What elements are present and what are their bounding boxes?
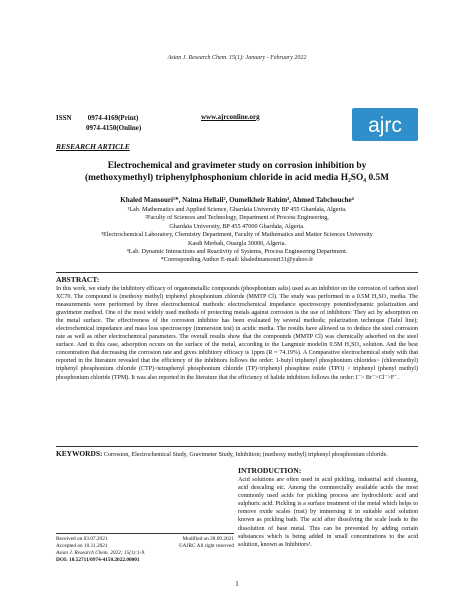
introduction-heading: INTRODUCTION:: [238, 466, 302, 475]
keywords: [56, 450, 418, 459]
journal-reference: Asian J. Research Chem. 2022; 15(1):1-9.: [56, 550, 146, 556]
affiliation-2a: ²Faculty of Sciences and Technology, Department of Process Engineering,: [145, 214, 329, 222]
title-line-2: (methoxymethyl) triphenylphosphonium chloride in acid media H₂SO₄ 0.5M: [84, 173, 390, 183]
rights-notice: ©AJRC All right reserved: [178, 543, 234, 549]
issn-label: ISSN: [56, 114, 72, 122]
journal-logo: [352, 108, 418, 141]
article-type: RESEARCH ARTICLE: [56, 142, 130, 151]
logo-text: ajrc: [368, 113, 402, 137]
affiliation-2b: Ghardaïa University, BP 455 47000 Ghardaïa, Algeria.: [169, 222, 305, 230]
ajrc-logo-icon: [356, 112, 414, 138]
affiliations: [56, 206, 418, 265]
issn-print: 0974-4169(Print): [87, 114, 139, 122]
issn-block: [56, 113, 141, 133]
page-number: 1: [235, 580, 239, 588]
issn-online: 0974-4150(Online): [86, 124, 142, 132]
received-date: Received on 03.07.2021: [56, 536, 108, 542]
title-line-1: Electrochemical and gravimeter study on corrosion inhibition by: [107, 161, 367, 171]
keywords-top-rule: [56, 446, 418, 447]
corresponding-author: *Corresponding Author E-mail: khaledmansouri31@yahoo.fr: [160, 256, 314, 264]
affiliation-3a: ³Electrochemical Laboratory, Chemistry Department, Faculty of Mathematics and Matter Sciences University: [101, 231, 373, 239]
journal-website-link[interactable]: www.ajrconline.org: [201, 113, 260, 121]
affiliation-1: ¹Lab. Mathematics and Applied Science, Ghardaïa University BP 455 Ghardaïa, Algeria.: [127, 206, 347, 213]
footer-meta-rule: [56, 533, 234, 534]
abstract-top-rule: [56, 272, 418, 273]
article-title: [56, 160, 418, 184]
modified-date: Modified on 28.09.2021: [182, 536, 234, 542]
abstract-heading: ABSTRACT:: [56, 275, 100, 284]
doi: DOI: 10.52711/0974-4150.2022.00001: [56, 557, 140, 563]
keywords-label: KEYWORDS:: [56, 449, 103, 458]
affiliation-4: ⁴Lab. Dynamic Interactions and Reactivity of Systems, Process Engineering Department.: [126, 248, 348, 256]
journal-header: Asian J. Research Chem. 15(1): January - February 2022: [167, 55, 307, 61]
affiliation-3b: Kasdi Merbah, Ouargla 30000, Algeria.: [187, 239, 286, 247]
author-list: Khaled Mansouri¹*, Naima Hellali², Oumelkheir Rahim³, Ahmed Tabchouche⁴: [120, 196, 354, 204]
accepted-date: Accepted on 10.11.2021: [56, 543, 108, 549]
introduction-text: Acid solutions are often used in acid pickling, industrial acid cleaning, acid descaling etc. Among the commercially available acids the most commonly used acids for pickling process are hydrochloric acid and sulphuric acid. Pickling is a surface treatment of the metal which helps to remove oxide scales (rust) by immersing it in suitable acid solution known as pickling bath. The acid after dissolving the scale leads to the dissolution of base metal. This can be prevented by adding certain substances which is being added in small concentrations to the acid solution, known as Inhibitors¹.: [238, 477, 418, 548]
publication-dates: [56, 536, 234, 564]
keywords-text: Corrosion, Electrochemical Study, Gravimeter Study, Inhibition; (methoxy methyl) triphenyl phosphonium chloride.: [102, 452, 388, 458]
abstract-text: In this work, we study the inhibitory efficacy of organometallic compounds (phosphonium salts) used as an inhibitor on the corrosion of carbon steel XC70. The compound is (methoxy methyl) triphenyl phosphonium chloride (MMTP Cl). The study was performed in a 0.5M H₂SO₄ media. The measurements were performed by three electrochemical methods: electrochemical impedance spectroscopy potentiodynamic polarization and gravimeter method. One of the most widely used methods of protecting metals against corrosion is the use of inhibitors: They act by adsorption on the metal surface. The effectiveness of the corrosion inhibitor has been evaluated by several methods; polarization technique (Tafel line); electrochemical impedance and mass loss spectroscopy (immersion test) in acidic media. The results have allowed us to deduce the steel corrosion rate as well as other electrochemical parameters. The overall results show that the compounds (MMTP Cl) was chemically adsorbed on the steel surface. And in this case, adsorption occurs on the surface of the metal, according to the Langmuir modelin 0.5M H₂SO₄ solution. And the best concentration that decreasing the corrosion rate and gives inhibitory efficacy is 1ppm (R = 74.19%). A Comparative electrochemical study with that reported in the literature revealed that the efficiency of the inhibitors follows the order: 1-butyl triphenyl phosphonium chlorides> (chloromethyl) triphenyl phosphonium chloride (CTP)>tetraphenyl phosphonium chloride (TP)>triphenyl phosphine oxide (TPO) > triphenyl (phenyl methyl) phosphonium chloride (TPM). It was also reported in the literature that the efficiency of halide inhibitors follows the order: I⁻> Br⁻>Cl⁻>F⁻.: [56, 286, 418, 381]
